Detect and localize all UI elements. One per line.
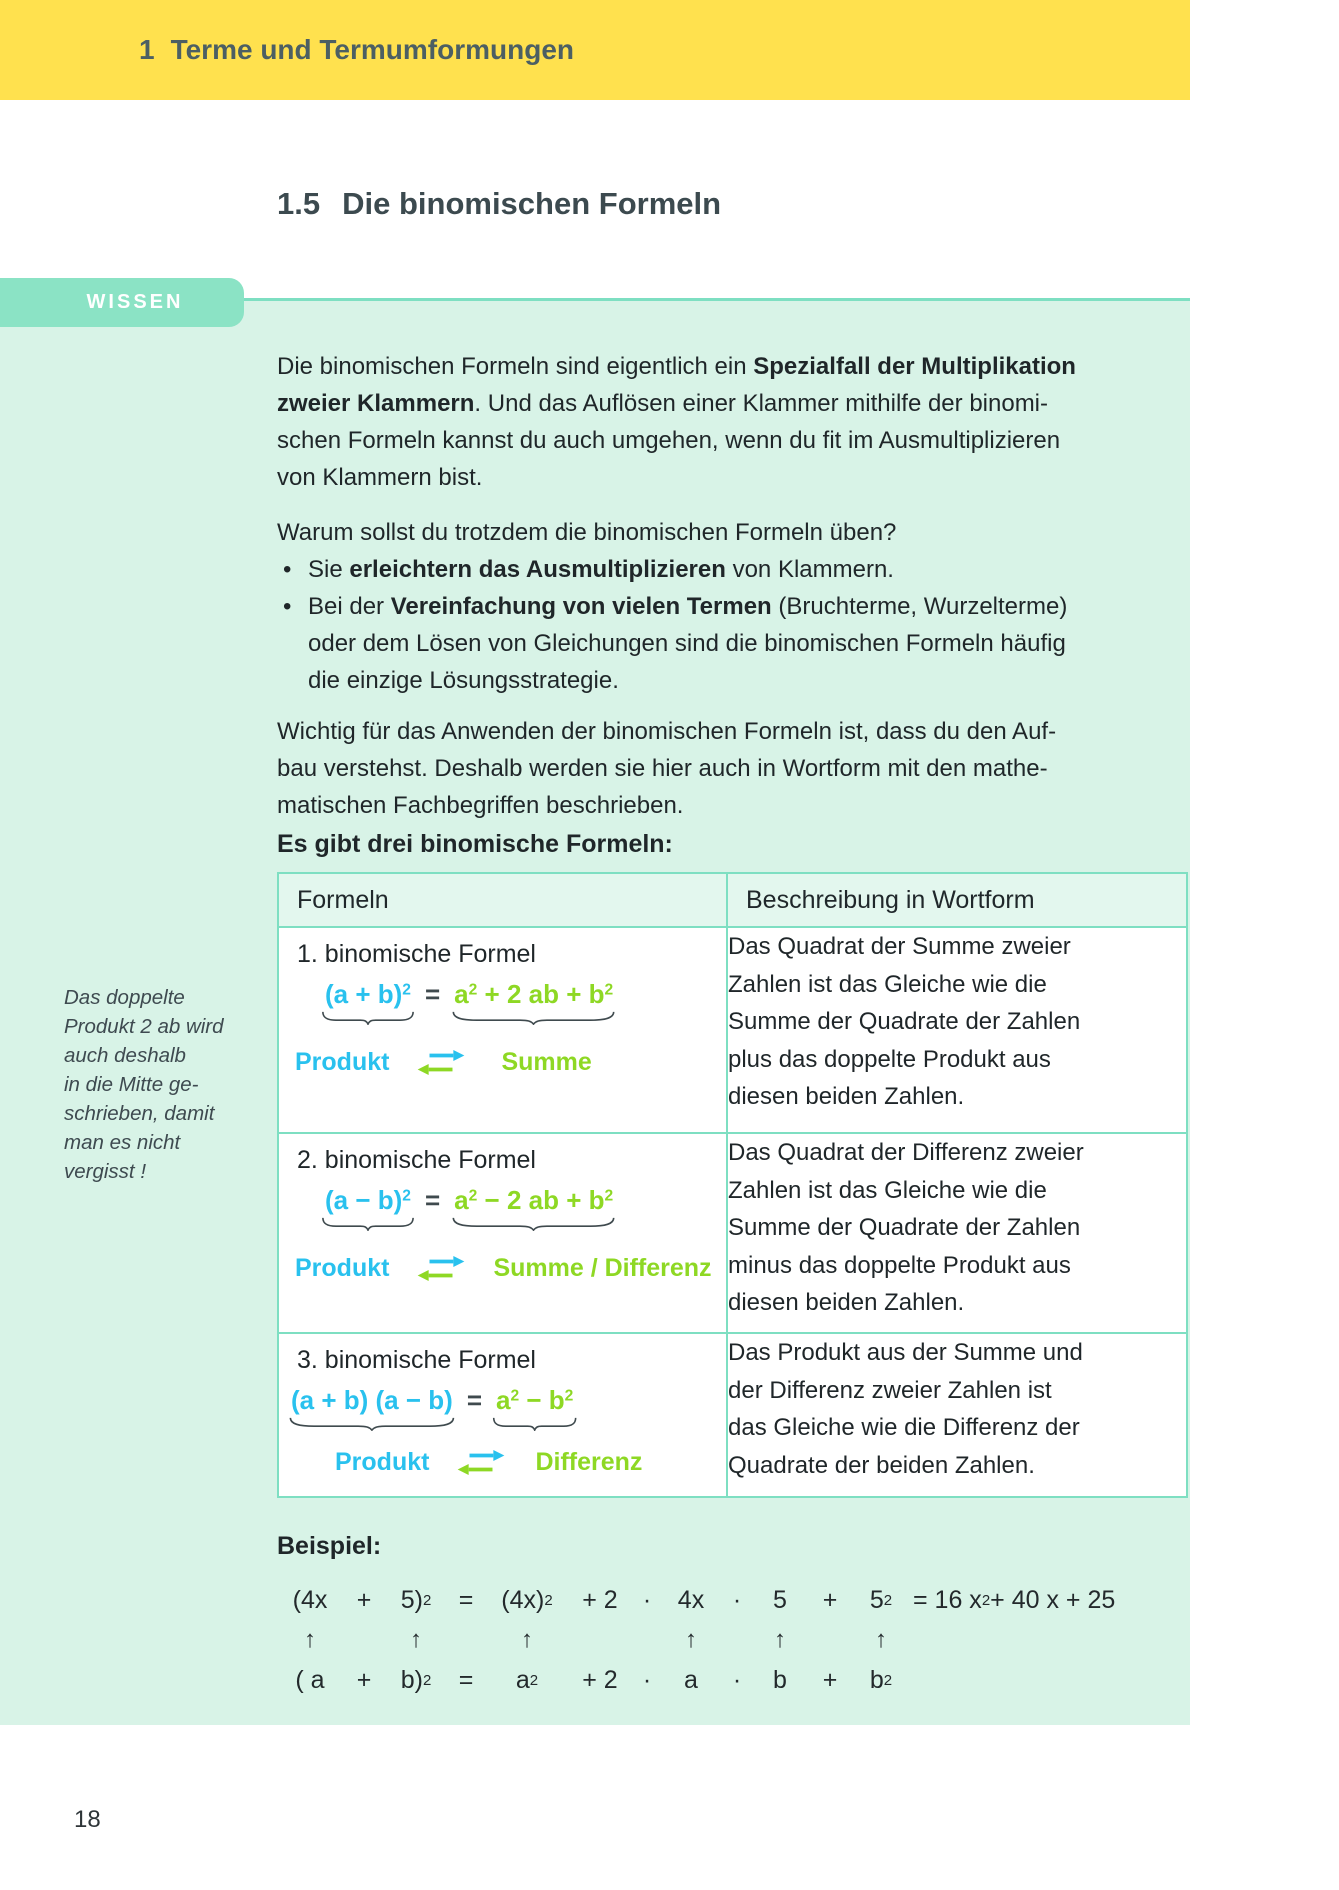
text-line: Das Quadrat der Differenz zweier [728, 1139, 1084, 1166]
formula-lhs: $(a + b)^2$ [321, 979, 415, 1028]
text-line: zweier Klammern. Und das Auflösen einer Klammer mithilfe der binomi- [277, 390, 1049, 417]
bullet-glyph: • [283, 593, 292, 620]
column-header-formeln: Formeln [278, 873, 727, 927]
table-header-row [278, 873, 1187, 927]
text-line: Summe der Quadrate der Zahlen [728, 1008, 1081, 1035]
page-number: 18 [74, 1806, 101, 1833]
description-cell [727, 927, 1187, 1133]
left-arrow-icon [417, 1064, 455, 1075]
example-term-bottom: b [773, 1665, 787, 1694]
table-row [278, 1133, 1187, 1333]
up-arrow-icon: ↑ [304, 1626, 316, 1653]
wissen-badge [0, 278, 244, 327]
formula-lhs: $(a - b)^2$ [321, 1185, 415, 1234]
section-number: 1.5 [277, 186, 321, 221]
up-arrow-icon: ↑ [685, 1626, 697, 1653]
example-term-top: 5 2 [869, 1585, 893, 1614]
up-arrow-icon: ↑ [410, 1626, 422, 1653]
text-line: bau verstehst. Deshalb werden sie hier auch in Wortform mit den mathe- [277, 755, 1048, 782]
formula [321, 1185, 726, 1234]
text-line: der Differenz zweier Zahlen ist [728, 1376, 1052, 1404]
table-row [278, 927, 1187, 1133]
underbrace-icon [321, 1217, 415, 1231]
example-arrow-gap [569, 1622, 631, 1658]
example-term-top: 5) 2 [400, 1585, 432, 1614]
left-arrow-icon [457, 1464, 495, 1475]
text-line: oder dem Lösen von Gleichungen sind die binomischen Formeln häufig [308, 630, 1066, 657]
result-label: Summe / Differenz [493, 1254, 712, 1282]
chapter-header-bar [0, 0, 1190, 100]
produkt-label: Produkt [295, 1048, 390, 1076]
chapter-number: 1 [139, 34, 155, 65]
example-term-top: 4x [677, 1585, 705, 1614]
text-line: Quadrate der beiden Zahlen. [728, 1451, 1035, 1479]
question-line: Warum sollst du trotzdem die binomischen Formeln üben? [277, 519, 897, 546]
margin-note-line: man es nicht [64, 1131, 181, 1154]
example-arrow-gap [805, 1622, 855, 1658]
text-line: Zahlen ist das Gleiche wie die [728, 1176, 1047, 1204]
text-line: die einzige Lösungsstrategie. [308, 667, 619, 694]
example-term-top: = [458, 1585, 474, 1614]
bullet-list [277, 551, 1067, 699]
example-term-bottom: · [732, 1665, 742, 1694]
formulas-heading: Es gibt drei binomische Formeln: [277, 830, 673, 858]
beispiel-worked-example [277, 1578, 1115, 1702]
example-term-bottom: · [642, 1665, 652, 1694]
bullet-item [277, 588, 1067, 699]
formula [287, 1385, 726, 1434]
left-arrow-icon [417, 1270, 455, 1281]
example-term-bottom: + 2 [582, 1665, 618, 1694]
text-line: von Klammern bist. [277, 464, 483, 491]
text-line: diesen beiden Zahlen. [728, 1289, 965, 1316]
formula-cell [278, 1133, 727, 1333]
right-arrow-icon [427, 1050, 465, 1061]
result-label: Summe [501, 1048, 592, 1076]
up-arrow-icon: ↑ [774, 1626, 786, 1653]
underbrace-icon [450, 1217, 617, 1231]
page-title [277, 186, 721, 222]
bullet-text [308, 588, 1067, 699]
formula-table [277, 872, 1188, 1498]
right-arrow-icon [467, 1450, 505, 1461]
description-cell [727, 1133, 1187, 1333]
text-line: Zahlen ist das Gleiche wie die [728, 970, 1047, 998]
section-divider-line [244, 298, 1190, 301]
formula-row-title: 3. binomische Formel [297, 1346, 536, 1374]
result-label: Differenz [535, 1448, 643, 1476]
description-cell [727, 1333, 1187, 1497]
formula-row-title: 2. binomische Formel [297, 1146, 536, 1174]
example-term-top: 5 [773, 1585, 787, 1614]
example-arrow-gap [631, 1622, 663, 1658]
text-line: Das Produkt aus der Summe und [728, 1339, 1083, 1366]
text-line: Summe der Quadrate der Zahlen [728, 1214, 1081, 1241]
aufbau-paragraph [277, 713, 1056, 824]
column-header-beschreibung: Beschreibung in Wortform [727, 873, 1187, 927]
formula-labels [279, 1254, 726, 1283]
up-arrow-icon: ↑ [875, 1626, 887, 1653]
text-line: diesen beiden Zahlen. [728, 1083, 965, 1110]
text-line: matischen Fachbegriffen beschrieben. [277, 792, 684, 819]
example-term-bottom: b) 2 [400, 1665, 432, 1694]
exchange-arrows-icon [417, 1050, 465, 1075]
knowledge-section [0, 291, 1190, 1725]
example-term-bottom: + [822, 1665, 838, 1694]
equals-sign: = [424, 1185, 441, 1215]
margin-note-line: in die Mitte ge- [64, 1073, 199, 1096]
margin-note [64, 983, 274, 1186]
chapter-title: Terme und Termumformungen [170, 34, 575, 65]
bullet-glyph: • [283, 556, 292, 583]
formula-cell [278, 1333, 727, 1497]
example-term-bottom: = [458, 1665, 474, 1694]
example-term-bottom: a [684, 1665, 698, 1694]
text-line: Das Quadrat der Summe zweier [728, 933, 1071, 960]
example-term-top: + [822, 1585, 838, 1614]
equals-sign: = [466, 1385, 482, 1415]
table-row [278, 1333, 1187, 1497]
formula-row-title: 1. binomische Formel [297, 940, 536, 968]
example-term-bottom: + [356, 1665, 372, 1694]
formula [321, 979, 726, 1028]
margin-note-line: vergisst ! [64, 1160, 147, 1183]
example-result: = 16 x 2 + 40 x + 25 [913, 1585, 1116, 1614]
equals-sign: = [424, 979, 441, 1009]
example-term-top: · [642, 1585, 652, 1614]
text-line: das Gleiche wie die Differenz der [728, 1414, 1080, 1441]
formula-rhs: $a^2 - b^2$ [492, 1385, 577, 1434]
beispiel-heading: Beispiel: [277, 1532, 382, 1560]
example-term-top: + [356, 1585, 372, 1614]
formula-cell [278, 927, 727, 1133]
exchange-arrows-icon [457, 1450, 505, 1475]
margin-note-line: Das doppelte [64, 986, 185, 1009]
bullet-text [308, 551, 894, 588]
text-line: Wichtig für das Anwenden der binomischen Formeln ist, dass du den Auf- [277, 718, 1057, 745]
example-term-top: (4x) 2 [501, 1585, 553, 1614]
formula-rhs: $a^2 + 2$ ab + $b^2$ [450, 979, 617, 1028]
text-line: Die binomischen Formeln sind eigentlich ein Spezialfall der Multiplikation [277, 353, 1076, 380]
produkt-label: Produkt [335, 1448, 430, 1476]
right-arrow-icon [427, 1256, 465, 1267]
margin-note-line: schrieben, damit [64, 1102, 215, 1125]
underbrace-icon [321, 1011, 415, 1025]
formula-rhs: $a^2 - 2$ ab + $b^2$ [450, 1185, 617, 1234]
text-line: Bei der Vereinfachung von vielen Termen (Bruchterme, Wurzelterme) [308, 593, 1068, 620]
produkt-label: Produkt [295, 1254, 390, 1282]
formula-lhs: (a + b) (a − b) [287, 1385, 457, 1434]
bullet-item [277, 551, 1067, 588]
example-term-top: · [732, 1585, 742, 1614]
text-line: Sie erleichtern das Ausmultiplizieren von Klammern. [308, 556, 894, 583]
example-term-top: (4x [292, 1585, 328, 1614]
exchange-arrows-icon [417, 1256, 465, 1281]
underbrace-icon [450, 1011, 617, 1025]
intro-paragraph [277, 348, 1076, 496]
text-line: schen Formeln kannst du auch umgehen, wenn du fit im Ausmultiplizieren [277, 427, 1061, 454]
underbrace-icon [287, 1417, 457, 1431]
formula-labels [279, 1048, 726, 1077]
example-arrow-gap [719, 1622, 755, 1658]
underbrace-icon [492, 1417, 577, 1431]
text-line: plus das doppelte Produkt aus [728, 1045, 1051, 1073]
formula-labels [279, 1448, 726, 1477]
wissen-badge-label: WISSEN [86, 291, 184, 313]
section-title: Die binomischen Formeln [342, 186, 722, 221]
margin-note-line: Produkt 2 ab wird [64, 1015, 224, 1038]
example-term-bottom: b 2 [869, 1665, 893, 1694]
example-arrow-gap [343, 1622, 385, 1658]
up-arrow-icon: ↑ [521, 1626, 533, 1653]
example-term-bottom: a 2 [515, 1665, 539, 1694]
text-line: minus das doppelte Produkt aus [728, 1251, 1071, 1279]
margin-note-line: auch deshalb [64, 1044, 186, 1067]
example-term-bottom: ( a [295, 1665, 325, 1694]
example-term-top: + 2 [582, 1585, 618, 1614]
example-arrow-gap [447, 1622, 485, 1658]
